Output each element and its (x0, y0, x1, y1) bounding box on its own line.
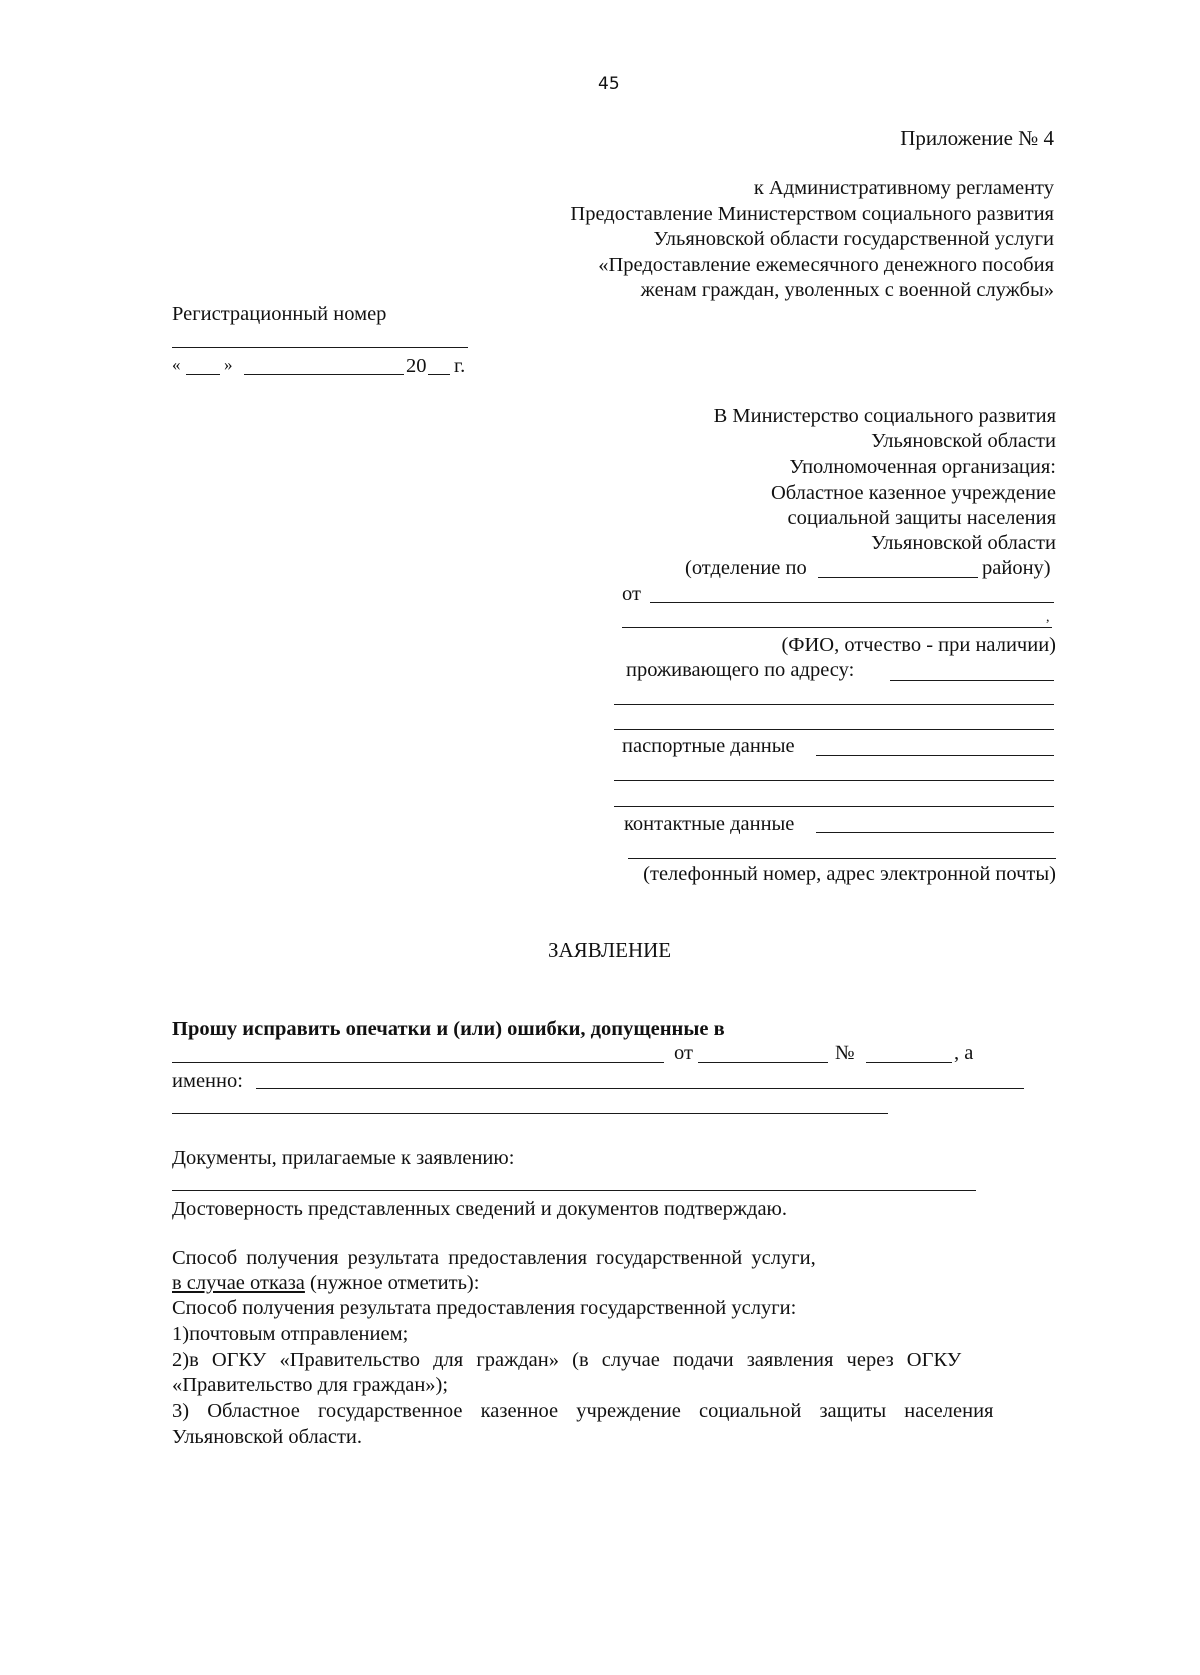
request-text: Прошу исправить опечатки и (или) ошибки, допущенные в (172, 1018, 725, 1040)
contacts-label: контактные данные (624, 813, 795, 835)
option-3-line-1[interactable]: 3) Областное государственное казенное учреждение социальной защиты населения (172, 1400, 994, 1422)
appendix-label: Приложение № 4 (900, 126, 1054, 150)
addressee-line-4: Областное казенное учреждение (770, 482, 1056, 504)
page-number: 45 (598, 74, 620, 94)
addressee-line-3: Уполномоченная организация: (789, 456, 1056, 478)
document-date-field[interactable] (698, 1062, 828, 1063)
passport-field-2[interactable] (614, 780, 1054, 781)
contacts-hint: (телефонный номер, адрес электронной почты) (643, 863, 1056, 885)
method-intro-line-2 (172, 1273, 479, 1294)
department-field[interactable] (818, 577, 978, 578)
header-line-4: «Предоставление ежемесячного денежного пособия (598, 254, 1054, 276)
passport-field[interactable] (816, 755, 1054, 756)
date-year-prefix: 20 (406, 355, 427, 377)
from-field[interactable] (650, 602, 1054, 603)
address-field[interactable] (890, 680, 1054, 681)
fio-hint: (ФИО, отчество - при наличии) (781, 634, 1056, 656)
date-month-field[interactable] (244, 374, 404, 375)
addressee-line-1: В Министерство социального развития (713, 405, 1056, 427)
attachments-field[interactable] (172, 1190, 976, 1191)
number-sign: № (835, 1042, 855, 1064)
contacts-field[interactable] (816, 832, 1054, 833)
mark-needed: (нужное отметить): (304, 1272, 480, 1294)
from-label: от (622, 583, 641, 605)
addressee-line-6: Ульяновской области (871, 532, 1056, 554)
date-year-suffix: г. (454, 355, 466, 377)
option-1[interactable]: 1)почтовым отправлением; (172, 1323, 409, 1345)
passport-field-3[interactable] (614, 806, 1054, 807)
confirmation-text: Достоверность представленных сведений и документов подтверждаю. (172, 1198, 787, 1220)
header-line-5: женам граждан, уволенных с военной службы» (640, 279, 1054, 301)
method-intro-line-1: Способ получения результата предоставления государственной услуги, (172, 1247, 816, 1269)
option-3-line-2[interactable]: Ульяновской области. (172, 1426, 363, 1448)
registration-number-field[interactable] (172, 347, 468, 348)
method-title: Способ получения результата предоставления государственной услуги: (172, 1297, 797, 1319)
department-suffix: району) (982, 557, 1051, 579)
namely-field-2[interactable] (172, 1113, 888, 1114)
option-2-line-1[interactable]: 2)в ОГКУ «Правительство для граждан» (в случае подачи заявления через ОГКУ (172, 1349, 962, 1371)
addressee-line-2: Ульяновской области (871, 430, 1056, 452)
header-line-3: Ульяновской области государственной услуги (653, 228, 1054, 250)
date-year-field[interactable] (428, 374, 450, 375)
document-number-field[interactable] (866, 1062, 952, 1063)
namely-field[interactable] (256, 1088, 1024, 1089)
option-2-line-2[interactable]: «Правительство для граждан»); (172, 1374, 449, 1396)
address-label: проживающего по адресу: (626, 659, 855, 681)
registration-label: Регистрационный номер (172, 303, 387, 325)
address-field-2[interactable] (614, 704, 1054, 705)
date-day-field[interactable] (186, 374, 220, 375)
header-line-1: к Административному регламенту (753, 177, 1054, 199)
and-word: , а (954, 1042, 974, 1064)
addressee-line-5: социальной защиты населения (787, 507, 1056, 529)
from-field-2[interactable] (622, 627, 1052, 628)
header-line-2: Предоставление Министерством социального развития (570, 203, 1054, 225)
passport-label: паспортные данные (622, 735, 795, 757)
from-word: от (674, 1042, 693, 1064)
namely-label: именно: (172, 1070, 243, 1092)
department-prefix: (отделение по (685, 557, 807, 579)
address-field-3[interactable] (614, 729, 1054, 730)
contacts-field-2[interactable] (628, 858, 1056, 859)
attachments-label: Документы, прилагаемые к заявлению: (172, 1147, 515, 1169)
refusal-underlined: в случае отказа (172, 1272, 305, 1294)
from-comma: , (1046, 610, 1050, 625)
date-quote-open: « (172, 355, 181, 374)
document-title: ЗАЯВЛЕНИЕ (548, 938, 672, 962)
document-name-field[interactable] (172, 1062, 664, 1063)
date-quote-close: » (224, 355, 233, 374)
